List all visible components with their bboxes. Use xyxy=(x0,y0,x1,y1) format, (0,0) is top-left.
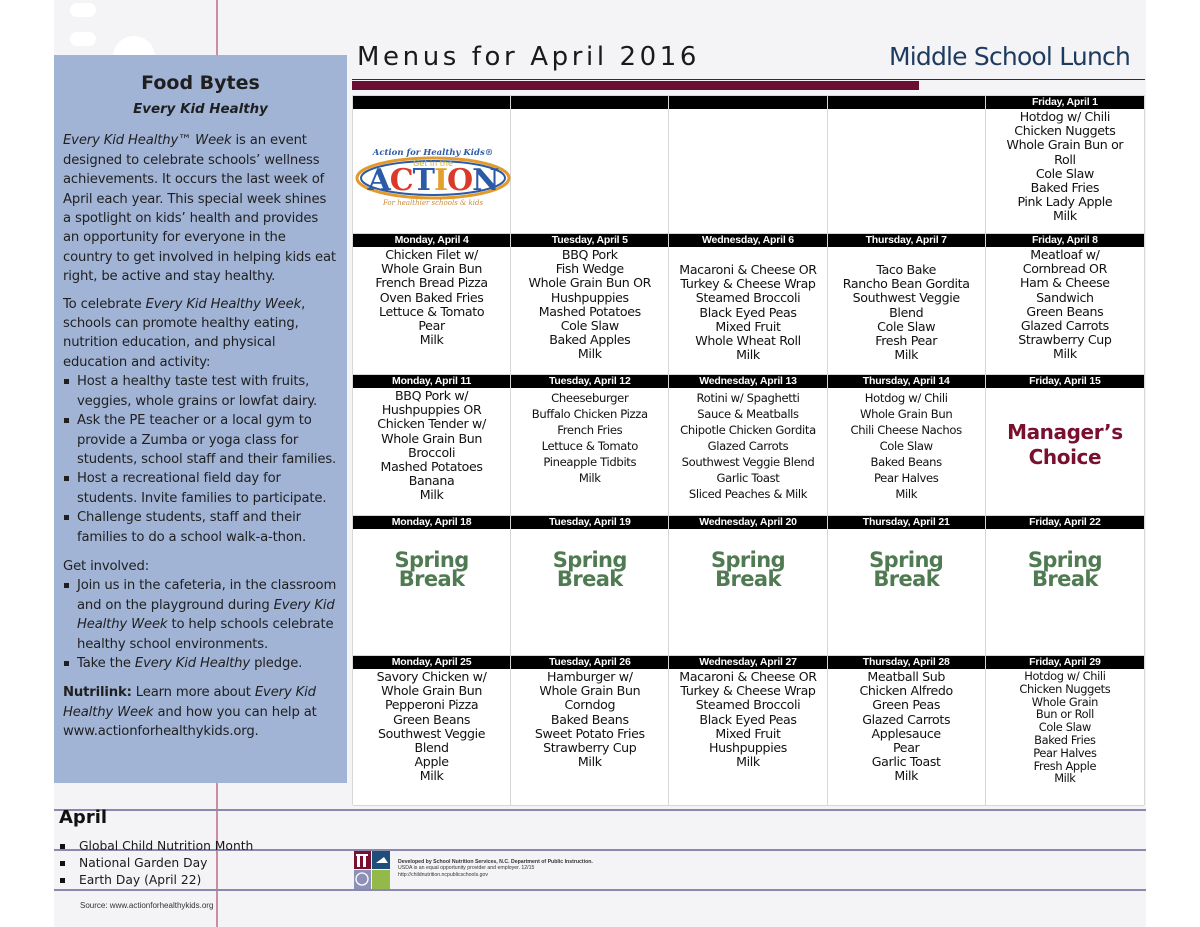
menu-item: Sauce & Meatballs xyxy=(697,407,799,421)
menu-item: Rotini w/ Spaghetti xyxy=(696,391,800,405)
menu-item: Whole Grain Bun or xyxy=(1006,137,1124,153)
menu-item: Pear Halves xyxy=(1033,745,1097,760)
calendar-day-cell xyxy=(669,96,827,234)
menu-items xyxy=(353,669,510,805)
binder-hole xyxy=(70,32,96,46)
day-header: Wednesday, April 20 xyxy=(669,516,826,529)
item-pre: Join us in the cafeteria, in the classroom and on the playground during xyxy=(77,578,337,613)
menu-item: Whole Grain Bun xyxy=(859,407,953,421)
menu-item: Broccoli xyxy=(408,444,456,460)
menu-item: Garlic Toast xyxy=(716,471,780,485)
menu-item: Black Eyed Peas xyxy=(699,711,797,727)
day-header: Friday, April 22 xyxy=(986,516,1144,529)
menu-item: Meatball Sub xyxy=(867,669,946,684)
menu-item: Sweet Potato Fries xyxy=(534,725,645,741)
calendar-day-cell xyxy=(986,96,1144,234)
menu-item: Mashed Potatoes xyxy=(380,459,483,475)
menu-item: Chicken Nuggets xyxy=(1019,681,1111,696)
calendar-day-cell xyxy=(828,375,986,516)
menu-item: Southwest Veggie xyxy=(852,290,960,306)
menu-item: Ham & Cheese xyxy=(1020,275,1110,291)
get-involved-label: Get involved: xyxy=(63,558,150,574)
day-header: Monday, April 18 xyxy=(353,516,510,529)
menu-item: BBQ Pork w/ xyxy=(394,388,469,403)
footer-line: Developed by School Nutrition Services, N.C. Department of Public Instruction. xyxy=(398,859,593,865)
menu-items xyxy=(669,247,826,374)
day-header: Wednesday, April 13 xyxy=(669,375,826,388)
calendar-day-cell xyxy=(353,656,511,806)
calendar-day-cell xyxy=(511,234,669,375)
intro-text: is an event designed to celebrate schools’ wellness achievements. It occurs the last week of April each year. This special week shines a spotlight on kids’ health and provides an opportunity for everyone in the country to get involved in helping kids eat right, be active and stay healthy. xyxy=(63,133,336,285)
spring-break-label xyxy=(511,529,668,655)
menu-items xyxy=(669,109,826,233)
menu-items xyxy=(511,669,668,805)
menu-item: Glazed Carrots xyxy=(862,711,951,727)
calendar-day-cell xyxy=(511,516,669,656)
day-header: Thursday, April 7 xyxy=(828,234,985,247)
april-heading: April xyxy=(59,807,108,828)
item-emphasis: Every Kid Healthy xyxy=(134,655,251,671)
menu-items xyxy=(828,109,985,233)
special-text: Break xyxy=(715,567,781,591)
menu-item: Blend xyxy=(414,740,449,756)
calendar-day-cell xyxy=(986,516,1144,656)
day-header: Wednesday, April 27 xyxy=(669,656,826,669)
menu-item: Macaroni & Cheese OR xyxy=(679,669,817,684)
day-header: Tuesday, April 5 xyxy=(511,234,668,247)
menu-item: Macaroni & Cheese OR xyxy=(679,262,817,277)
day-header: Tuesday, April 26 xyxy=(511,656,668,669)
page-title: Menus for April 2016 xyxy=(357,42,701,72)
menu-item: Glazed Carrots xyxy=(707,439,789,453)
special-text: Manager’s xyxy=(1007,420,1123,444)
intro-emphasis: Every Kid Healthy™ Week xyxy=(63,133,232,149)
menu-items xyxy=(353,388,510,515)
menu-item: Fresh Apple xyxy=(1033,758,1097,773)
menu-item: Green Beans xyxy=(1026,303,1104,319)
menu-item: Chili Cheese Nachos xyxy=(850,423,962,437)
menu-item: Chicken Filet w/ xyxy=(385,247,478,262)
celebrate-post: , schools can promote healthy eating, nutrition education, and physical education and activity: xyxy=(63,296,306,370)
logo-area xyxy=(353,109,510,233)
calendar-day-cell xyxy=(828,234,986,375)
item-post: to help schools celebrate healthy school environments. xyxy=(77,617,334,652)
spring-break-label xyxy=(828,529,985,655)
sidebar-title: Food Bytes xyxy=(141,72,260,94)
menu-item: Mixed Fruit xyxy=(715,725,781,741)
page-subtitle: Middle School Lunch xyxy=(888,42,1130,71)
footer-url: http://childnutrition.ncpublicschools.gov xyxy=(398,871,488,878)
menu-item: Roll xyxy=(1054,151,1076,167)
menu-item: Milk xyxy=(419,487,444,503)
menu-item: Hamburger w/ xyxy=(546,669,633,684)
celebrate-emphasis: Every Kid Healthy Week xyxy=(145,296,302,312)
svg-text:Get in the: Get in the xyxy=(413,159,453,168)
day-header: Wednesday, April 6 xyxy=(669,234,826,247)
footer-credits xyxy=(398,859,593,878)
calendar-day-cell xyxy=(511,656,669,806)
rule-line xyxy=(54,889,1146,891)
menu-item: Bun or Roll xyxy=(1035,707,1094,722)
menu-item: Whole Grain Bun xyxy=(381,683,483,699)
item-pre: Take the xyxy=(77,655,135,671)
day-header: Friday, April 1 xyxy=(986,96,1144,109)
menu-item: Whole Grain Bun OR xyxy=(528,275,652,291)
menu-item: Cole Slaw xyxy=(877,318,936,334)
menu-item: Green Peas xyxy=(872,697,941,713)
menu-item: Milk xyxy=(419,332,444,348)
menu-item: Pear xyxy=(418,318,445,334)
menu-item: Cheeseburger xyxy=(551,391,629,405)
get-involved-item xyxy=(63,576,338,654)
menu-item: Milk xyxy=(419,768,444,784)
menu-item: Milk xyxy=(1053,346,1077,362)
nutrilink-emphasis: Every Kid Healthy Week xyxy=(63,685,316,720)
get-involved-item xyxy=(63,654,338,673)
menu-item: Milk xyxy=(1054,771,1076,786)
menu-item: Blend xyxy=(889,304,924,320)
sidebar-intro xyxy=(63,131,338,286)
menu-items xyxy=(511,247,668,374)
svg-text:Action for Healthy Kids®: Action for Healthy Kids® xyxy=(372,148,494,158)
source-note: Source: www.actionforhealthykids.org xyxy=(80,901,214,910)
calendar-day-cell xyxy=(511,375,669,516)
menu-items xyxy=(828,247,985,374)
menu-item: Cole Slaw xyxy=(1035,165,1094,181)
menu-item: Cole Slaw xyxy=(879,439,933,453)
calendar-day-cell xyxy=(511,96,669,234)
menu-item: Southwest Veggie Blend xyxy=(681,455,815,469)
day-header xyxy=(669,96,826,109)
menu-item: Milk xyxy=(895,487,918,501)
menu-item: Whole Grain Bun xyxy=(381,430,483,446)
calendar-day-cell xyxy=(828,516,986,656)
observance-item: Global Child Nutrition Month xyxy=(60,838,253,855)
calendar-day-cell xyxy=(669,375,827,516)
item-emphasis: Every Kid Healthy Week xyxy=(77,597,335,633)
menu-items xyxy=(986,109,1144,233)
rule-line xyxy=(54,809,1146,811)
menu-items xyxy=(828,388,985,515)
menu-item: Glazed Carrots xyxy=(1020,318,1109,334)
calendar-day-cell xyxy=(828,96,986,234)
menu-item: Chicken Nuggets xyxy=(1014,123,1116,139)
menu-items xyxy=(669,388,826,515)
special-text: Spring xyxy=(552,548,627,572)
menu-item: Milk xyxy=(577,346,602,362)
celebrate-list xyxy=(63,372,338,547)
sidebar-subtitle: Every Kid Healthy xyxy=(133,102,268,117)
menu-item: Rancho Bean Gordita xyxy=(842,276,970,292)
day-header: Monday, April 11 xyxy=(353,375,510,388)
day-header: Thursday, April 21 xyxy=(828,516,985,529)
spring-break-label xyxy=(986,529,1144,655)
menu-item: Whole Grain Bun xyxy=(539,683,641,699)
menu-item: Hushpuppies xyxy=(709,740,787,756)
menu-item: Baked Beans xyxy=(550,711,629,727)
menu-item: Sandwich xyxy=(1036,289,1094,305)
menu-item: Lettuce & Tomato xyxy=(379,303,485,319)
april-observances xyxy=(60,838,253,889)
menu-item: Apple xyxy=(414,754,449,770)
observance-item: Earth Day (April 22) xyxy=(60,872,253,889)
menu-item: Lettuce & Tomato xyxy=(541,439,638,453)
menu-item: Chipotle Chicken Gordita xyxy=(680,423,816,437)
menu-item: French Fries xyxy=(557,423,623,437)
managers-choice-label xyxy=(986,388,1144,515)
food-bytes-sidebar xyxy=(54,55,347,783)
menu-item: Savory Chicken w/ xyxy=(376,669,487,684)
menu-item: Hushpuppies xyxy=(550,289,629,305)
menu-item: Chicken Tender w/ xyxy=(377,416,486,432)
calendar-day-cell xyxy=(353,234,511,375)
day-header: Thursday, April 14 xyxy=(828,375,985,388)
menu-item: Hotdog w/ Chili xyxy=(1024,669,1106,683)
menu-item: Green Beans xyxy=(393,711,471,727)
day-header: Friday, April 8 xyxy=(986,234,1144,247)
calendar-day-cell xyxy=(986,375,1144,516)
menu-item: Mixed Fruit xyxy=(715,318,781,334)
calendar-day-cell xyxy=(986,234,1144,375)
menu-item: Corndog xyxy=(564,697,616,713)
menu-calendar xyxy=(352,95,1145,805)
menu-item: Whole Grain xyxy=(1031,694,1099,709)
menu-item: Pear Halves xyxy=(873,471,939,485)
menu-item: Turkey & Cheese Wrap xyxy=(680,683,816,699)
menu-items xyxy=(353,247,510,374)
dpi-logo-icon xyxy=(354,851,390,889)
binder-hole xyxy=(70,3,96,17)
special-text: Spring xyxy=(1027,548,1102,572)
menu-item: Meatloaf w/ xyxy=(1030,247,1100,262)
menu-item: Cole Slaw xyxy=(560,318,619,334)
menu-item: Steamed Broccoli xyxy=(695,697,801,713)
menu-item: Milk xyxy=(894,347,919,363)
menu-item: Hotdog w/ Chili xyxy=(1019,109,1111,124)
menu-item: Chicken Alfredo xyxy=(859,683,953,699)
celebrate-item: Host a recreational field day for students. Invite families to participate. xyxy=(63,469,338,508)
menu-item: Applesauce xyxy=(871,725,941,741)
menu-item: Sliced Peaches & Milk xyxy=(688,487,808,501)
calendar-day-cell xyxy=(353,516,511,656)
menu-item: Whole Wheat Roll xyxy=(695,333,801,349)
menu-item: Milk xyxy=(578,471,601,485)
menu-item: Banana xyxy=(408,473,455,489)
nutrilink xyxy=(63,683,338,741)
day-header: Monday, April 25 xyxy=(353,656,510,669)
celebrate-pre: To celebrate xyxy=(63,296,146,312)
menu-item: Steamed Broccoli xyxy=(695,290,801,306)
special-text: Break xyxy=(873,567,940,591)
day-header: Monday, April 4 xyxy=(353,234,510,247)
day-header: Friday, April 15 xyxy=(986,375,1144,388)
calendar-day-cell xyxy=(669,656,827,806)
menu-items xyxy=(986,247,1144,374)
day-header xyxy=(353,96,510,109)
menu-items xyxy=(511,109,668,233)
day-header: Tuesday, April 19 xyxy=(511,516,668,529)
day-header xyxy=(511,96,668,109)
menu-items xyxy=(986,669,1144,805)
item-post: pledge. xyxy=(250,655,303,671)
menu-item: Baked Fries xyxy=(1030,180,1100,196)
menu-item: Southwest Veggie xyxy=(378,725,486,741)
menu-items xyxy=(511,388,668,515)
menu-item: Baked Fries xyxy=(1034,732,1096,747)
footer-line: USDA is an equal opportunity provider and employer. 12/15 xyxy=(398,865,535,872)
menu-item: Fresh Pear xyxy=(875,333,938,349)
menu-item: Baked Beans xyxy=(870,455,942,469)
menu-item: Cornbread OR xyxy=(1022,261,1108,277)
menu-item: Buffalo Chicken Pizza xyxy=(531,407,648,421)
nutrilink-label: Nutrilink: xyxy=(63,685,132,701)
title-underline xyxy=(352,79,1145,80)
menu-item: Black Eyed Peas xyxy=(699,304,797,320)
menu-item: Pear xyxy=(893,740,920,756)
menu-item: BBQ Pork xyxy=(561,247,618,262)
calendar-day-cell xyxy=(828,656,986,806)
menu-item: Strawberry Cup xyxy=(1018,332,1112,348)
calendar-day-cell xyxy=(669,516,827,656)
svg-text:For healthier schools & kids: For healthier schools & kids xyxy=(382,199,484,207)
sidebar-celebrate xyxy=(63,295,338,373)
menu-item: Hushpuppies OR xyxy=(381,402,482,418)
menu-item: Pink Lady Apple xyxy=(1017,194,1113,210)
day-header: Thursday, April 28 xyxy=(828,656,985,669)
special-text: Choice xyxy=(1028,445,1102,469)
menu-item: Whole Grain Bun xyxy=(381,261,483,277)
menu-item: Pineapple Tidbits xyxy=(543,455,637,469)
menu-item: Milk xyxy=(1053,208,1077,224)
calendar-day-cell xyxy=(986,656,1144,806)
menu-items xyxy=(828,669,985,805)
special-text: Spring xyxy=(394,548,469,572)
calendar-day-cell xyxy=(353,375,511,516)
menu-item: Milk xyxy=(577,754,602,770)
menu-item: Cole Slaw xyxy=(1038,720,1092,735)
special-text: Spring xyxy=(869,548,944,572)
day-header: Tuesday, April 12 xyxy=(511,375,668,388)
special-text: Break xyxy=(556,567,623,591)
menu-item: Fish Wedge xyxy=(555,261,624,277)
menu-item: French Bread Pizza xyxy=(375,275,488,291)
special-text: Break xyxy=(398,567,465,591)
get-involved-list xyxy=(63,576,338,673)
observance-item: National Garden Day xyxy=(60,855,253,872)
day-header xyxy=(828,96,985,109)
celebrate-item: Ask the PE teacher or a local gym to provide a Zumba or yoga class for students, school staff and their families. xyxy=(63,411,338,469)
menu-item: Milk xyxy=(894,768,919,784)
menu-item: Milk xyxy=(736,754,760,770)
menu-item: Turkey & Cheese Wrap xyxy=(680,276,816,292)
menu-item: Milk xyxy=(736,347,760,363)
day-header: Friday, April 29 xyxy=(986,656,1144,669)
menu-item: Pepperoni Pizza xyxy=(384,697,479,713)
menu-item: Mashed Potatoes xyxy=(538,303,641,319)
spring-break-label xyxy=(669,529,826,655)
svg-text:ACTION: ACTION xyxy=(367,163,499,198)
menu-items xyxy=(669,669,826,805)
menu-item: Oven Baked Fries xyxy=(379,289,484,305)
calendar-day-cell xyxy=(669,234,827,375)
spring-break-label xyxy=(353,529,510,655)
nutrilink-pre: Learn more about xyxy=(131,685,255,701)
menu-item: Baked Apples xyxy=(549,332,631,348)
celebrate-item: Host a healthy taste test with fruits, veggies, whole grains or lowfat dairy. xyxy=(63,372,338,411)
special-text: Spring xyxy=(710,548,786,572)
menu-item: Strawberry Cup xyxy=(543,740,637,756)
action-for-healthy-kids-logo-icon xyxy=(355,145,511,209)
special-text: Break xyxy=(1032,567,1098,591)
calendar-day-cell xyxy=(353,96,511,234)
title-accent-bar xyxy=(352,81,919,90)
menu-item: Hotdog w/ Chili xyxy=(864,391,948,405)
menu-item: Taco Bake xyxy=(876,262,937,277)
menu-item: Garlic Toast xyxy=(871,754,941,770)
celebrate-item: Challenge students, staff and their families to do a school walk-a-thon. xyxy=(63,508,338,547)
nutrilink-post: and how you can help at www.actionforhealthykids.org. xyxy=(63,704,317,740)
